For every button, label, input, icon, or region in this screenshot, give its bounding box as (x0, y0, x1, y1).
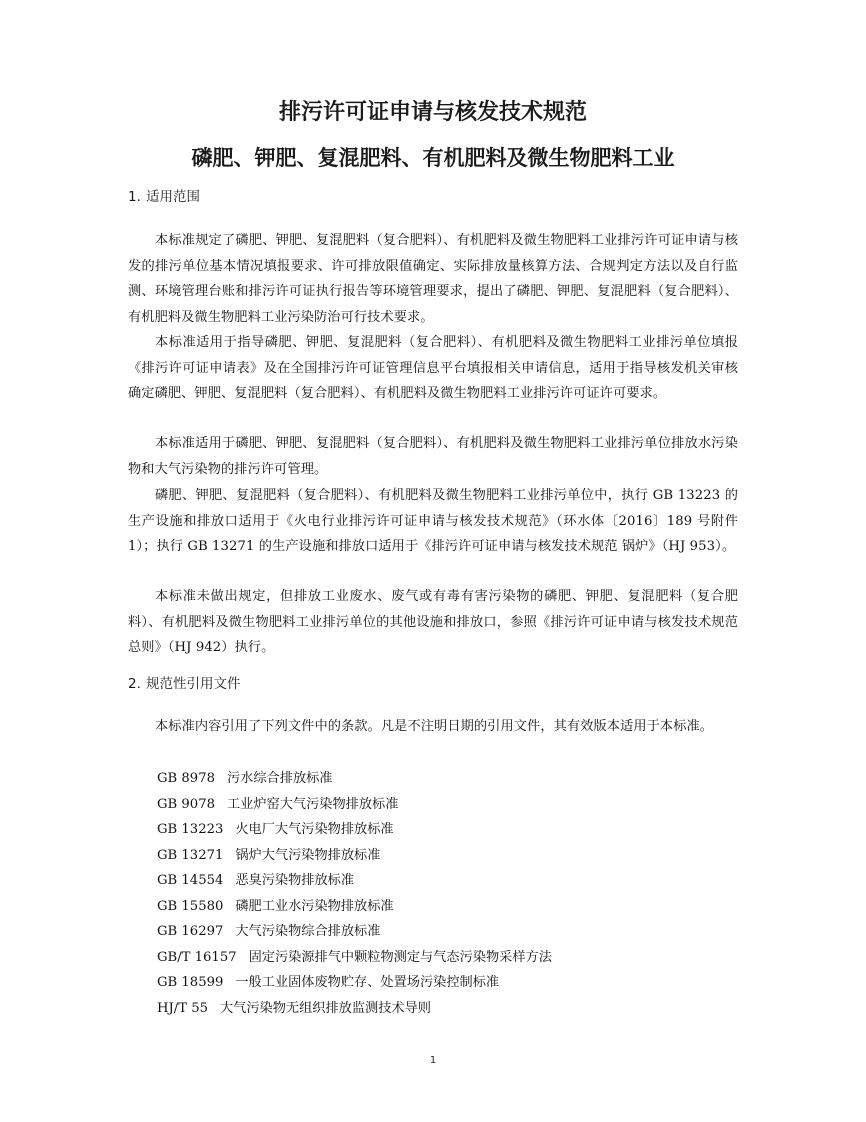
section-number: 2. (128, 676, 141, 692)
reference-code: GB 13271 (157, 847, 224, 863)
scope-paragraph-2: 本标准适用于指导磷肥、钾肥、复混肥料（复合肥料）、有机肥料及微生物肥料工业排污单位填报《排污许可证申请表》及在全国排污许可证管理信息平台填报相关申请信息，适用于指导核发机关审核确定磷肥、钾肥、复混肥料（复合肥料）、有机肥料及微生物肥料工业排污许可证许可要求。 (128, 335, 738, 401)
reference-title: 大气污染物综合排放标准 (235, 924, 381, 939)
reference-code: GB/T 16157 (157, 949, 237, 965)
section-heading-scope (128, 186, 200, 208)
scope-paragraph-3: 本标准适用于磷肥、钾肥、复混肥料（复合肥料）、有机肥料及微生物肥料工业排污单位排放水污染物和大气污染物的排污许可管理。 (128, 436, 738, 477)
reference-code: GB 18599 (157, 975, 224, 990)
section-heading-references (128, 673, 241, 695)
reference-title: 恶臭污染物排放标准 (235, 873, 355, 888)
reference-title: 锅炉大气污染物排放标准 (235, 847, 381, 863)
reference-code: GB 8978 (157, 771, 215, 786)
page-number: 1 (429, 1055, 437, 1066)
reference-list (157, 766, 552, 1021)
reference-code: GB 15580 (157, 898, 224, 914)
reference-item (157, 919, 552, 945)
reference-code: GB 16297 (157, 924, 224, 939)
reference-item (157, 970, 552, 996)
reference-title: 一般工业固体废物贮存、处置场污染控制标准 (235, 975, 500, 990)
reference-title: 污水综合排放标准 (226, 771, 333, 786)
reference-title: 火电厂大气污染物排放标准 (235, 822, 394, 837)
scope-paragraph-4: 磷肥、钾肥、复混肥料（复合肥料）、有机肥料及微生物肥料工业排污单位中，执行 GB 13223 的生产设施和排放口适用于《火电行业排污许可证申请与核发技术规范》（环水体〔2016〕189 号附件 1）；执行 GB 13271 的生产设施和排放口适用于《排污许可证申请与核发技术规范 锅炉》（HJ 953）。 (128, 488, 738, 554)
reference-title: 大气污染物无组织排放监测技术导则 (220, 1000, 431, 1016)
section-title: 规范性引用文件 (146, 676, 241, 692)
reference-item (157, 843, 552, 869)
scope-paragraph-5: 本标准未做出规定，但排放工业废水、废气或有毒有害污染物的磷肥、钾肥、复混肥料（复合肥料）、有机肥料及微生物肥料工业排污单位的其他设施和排放口，参照《排污许可证申请与核发技术规范 总则》（HJ 942）执行。 (128, 589, 738, 655)
reference-code: HJ/T 55 (157, 1000, 208, 1016)
document-subtitle: 磷肥、钾肥、复混肥料、有机肥料及微生物肥料工业 (191, 146, 675, 170)
reference-item (157, 817, 552, 843)
reference-item (157, 868, 552, 894)
section-number: 1. (128, 189, 141, 205)
reference-item (157, 945, 552, 971)
reference-code: GB 14554 (157, 873, 224, 888)
reference-code: GB 9078 (157, 796, 215, 812)
reference-item (157, 766, 552, 792)
document-title: 排污许可证申请与核发技术规范 (278, 100, 587, 125)
reference-code: GB 13223 (157, 822, 224, 837)
reference-item (157, 792, 552, 818)
reference-item (157, 996, 552, 1022)
reference-item (157, 894, 552, 920)
scope-paragraph-1: 本标准规定了磷肥、钾肥、复混肥料（复合肥料）、有机肥料及微生物肥料工业排污许可证申请与核发的排污单位基本情况填报要求、许可排放限值确定、实际排放量核算方法、合规判定方法以及自行监测、环境管理台账和排污许可证执行报告等环境管理要求，提出了磷肥、钾肥、复混肥料（复合肥料）、有机肥料及微生物肥料工业污染防治可行技术要求。 (128, 233, 738, 325)
reference-title: 磷肥工业水污染物排放标准 (235, 898, 394, 914)
reference-title: 工业炉窑大气污染物排放标准 (226, 796, 399, 812)
reference-title: 固定污染源排气中颗粒物测定与气态污染物采样方法 (248, 949, 552, 965)
references-intro: 本标准内容引用了下列文件中的条款。凡是不注明日期的引用文件，其有效版本适用于本标准。 (155, 719, 714, 734)
section-title: 适用范围 (146, 189, 200, 205)
